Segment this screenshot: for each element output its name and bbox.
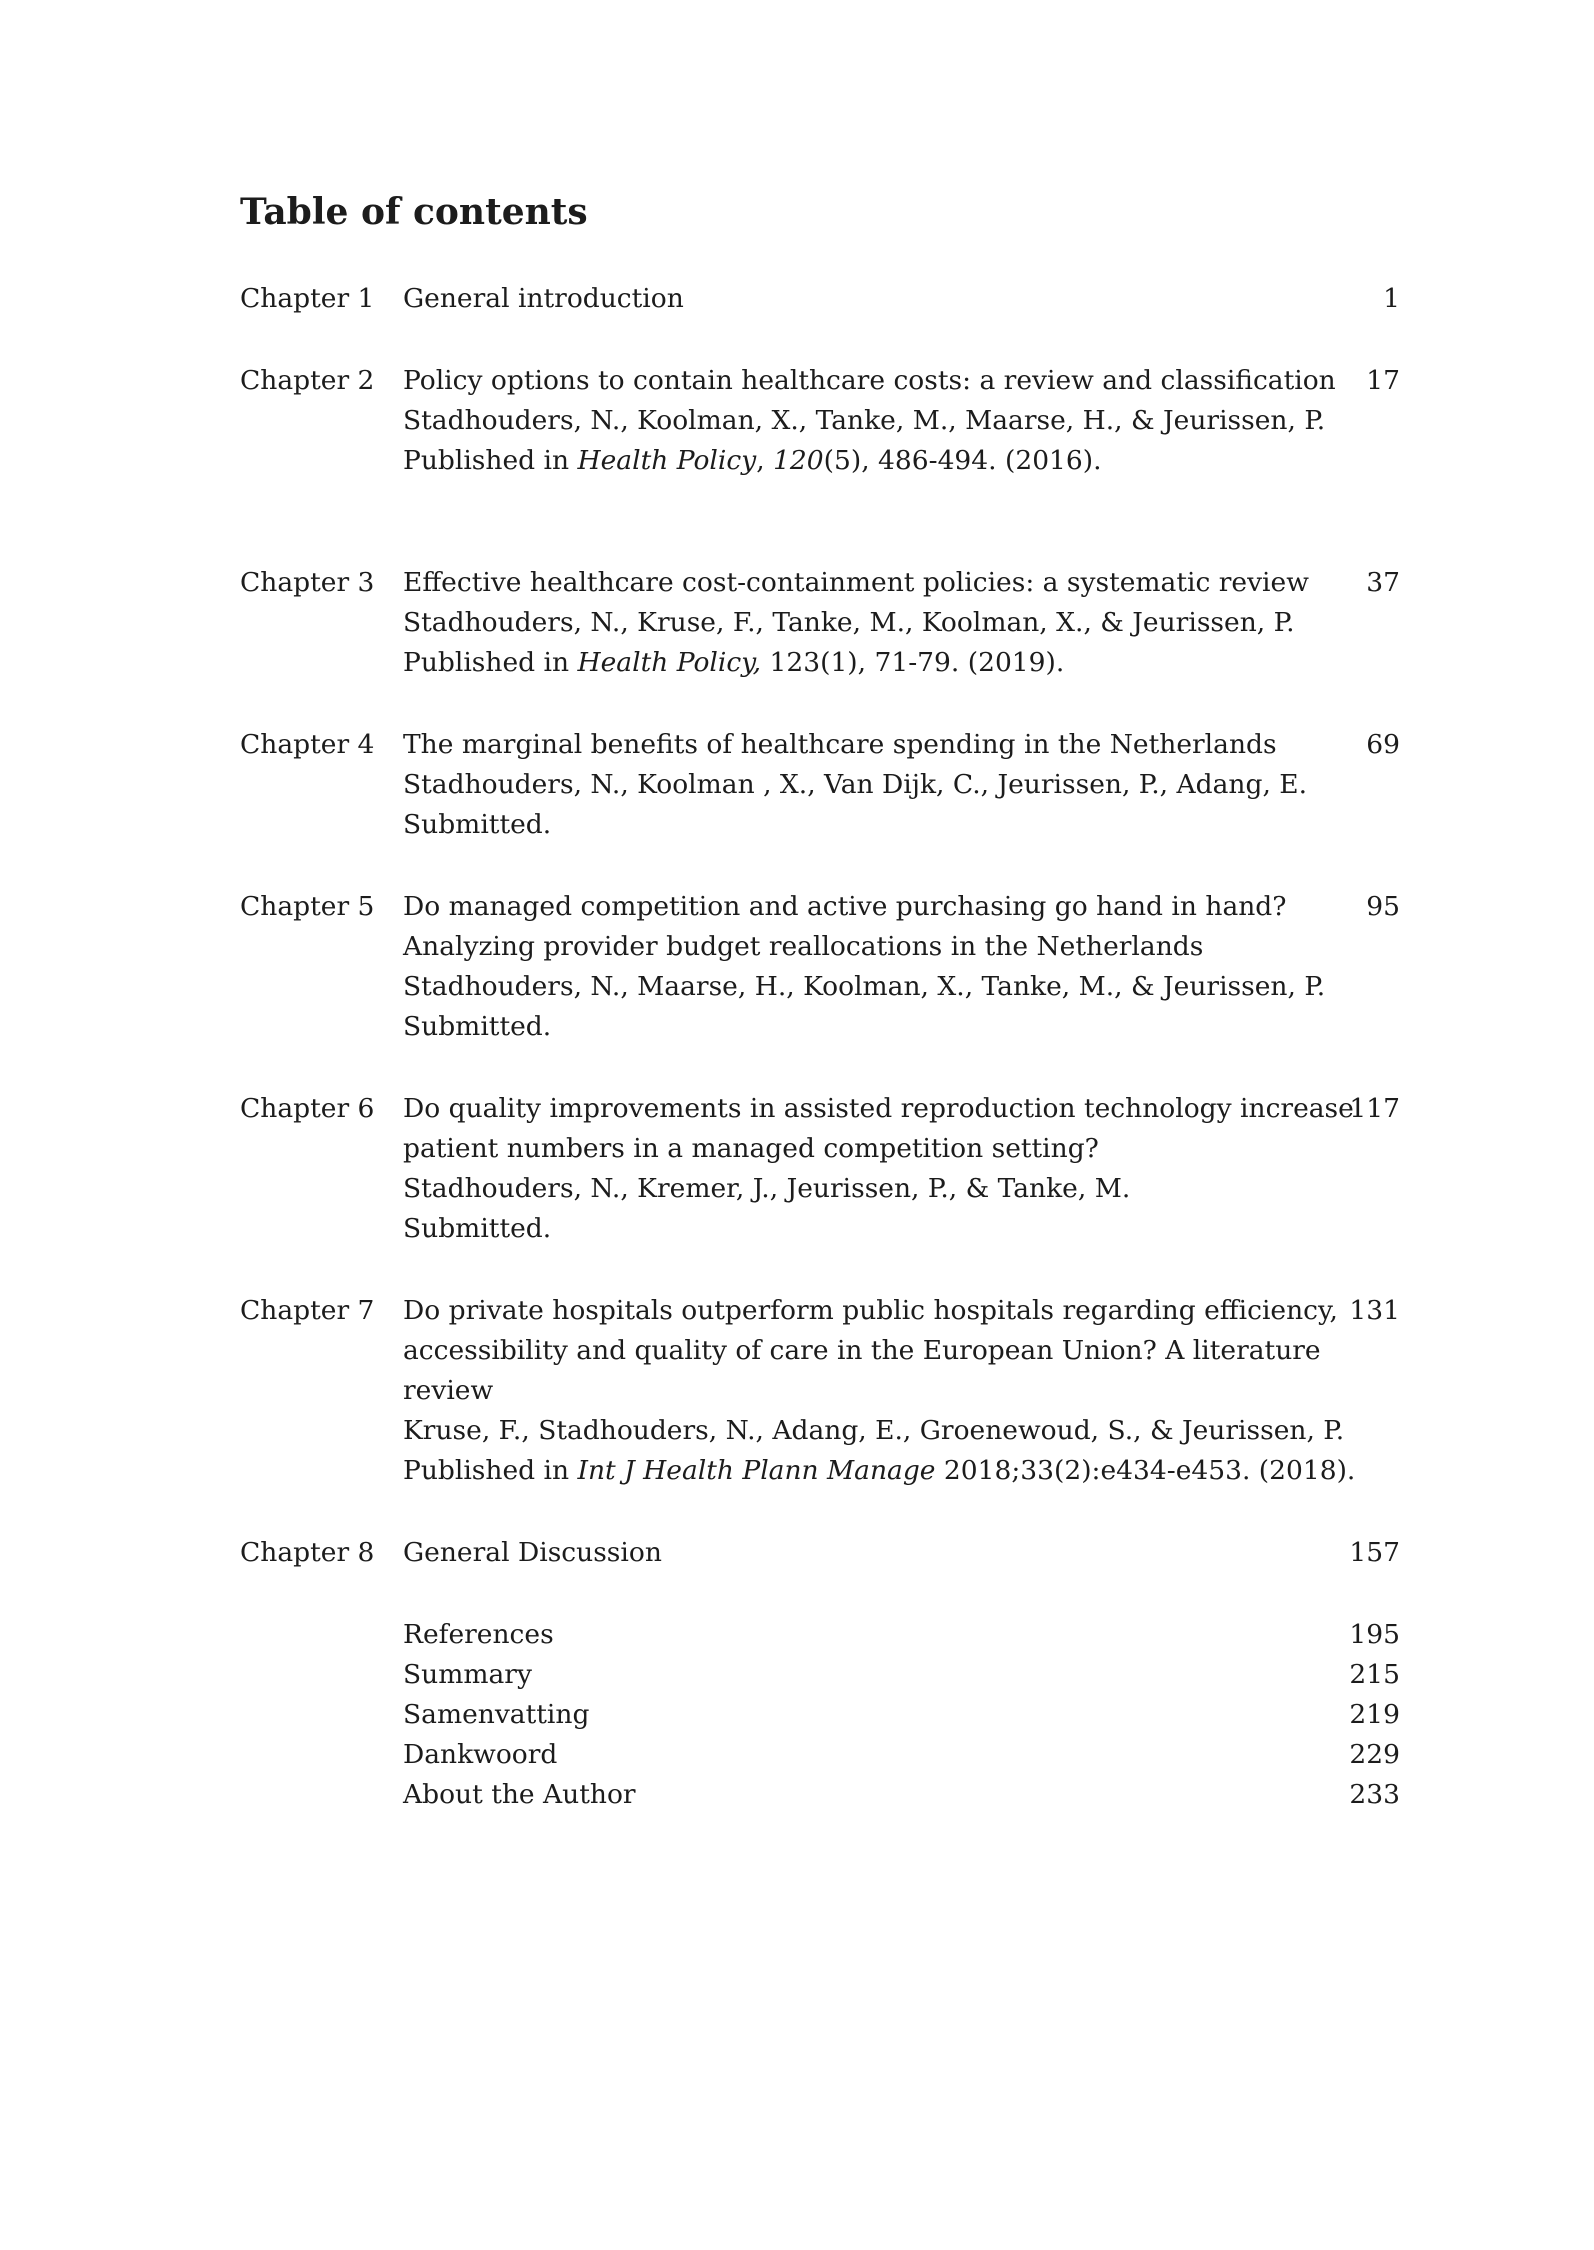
chapter-publication: Published in Int J Health Plann Manage 2018;33(2):e434-e453. (2018).: [403, 1455, 1356, 1486]
page-number: 17: [1366, 365, 1400, 396]
chapter-title-line: Do managed competition and active purchasing go hand in hand?: [403, 891, 1287, 922]
back-matter-title: About the Author: [403, 1779, 636, 1810]
chapter-label: Chapter 7: [240, 1295, 375, 1326]
chapter-title-line: Do private hospitals outperform public hospitals regarding efficiency,: [403, 1295, 1338, 1326]
journal-name: Health Policy,: [577, 647, 762, 678]
page-title: Table of contents: [240, 191, 588, 233]
chapter-title-line: patient numbers in a managed competition setting?: [403, 1133, 1099, 1164]
toc-entry-chapter-6: [240, 1089, 1400, 1249]
back-matter-title: Samenvatting: [403, 1699, 590, 1730]
journal-name: Int J Health Plann Manage: [577, 1455, 936, 1486]
back-matter-title: References: [403, 1619, 554, 1650]
toc-entry-chapter-2: [240, 361, 1400, 481]
page-number: 117: [1349, 1093, 1400, 1124]
back-matter-title: Summary: [403, 1659, 532, 1690]
chapter-title-line: review: [403, 1375, 494, 1406]
page-number: 157: [1349, 1537, 1400, 1568]
chapter-label: Chapter 1: [240, 283, 375, 314]
chapter-authors: Stadhouders, N., Koolman , X., Van Dijk, C., Jeurissen, P., Adang, E.: [403, 769, 1308, 800]
chapter-status: Submitted.: [403, 1011, 552, 1042]
chapter-label: Chapter 2: [240, 365, 375, 396]
page-number: 1: [1383, 283, 1400, 314]
page-number: 229: [1349, 1739, 1400, 1770]
page-number: 95: [1366, 891, 1400, 922]
toc-entry-samenvatting: [240, 1695, 1400, 1735]
chapter-label: Chapter 3: [240, 567, 375, 598]
toc-entry-chapter-7: [240, 1291, 1400, 1491]
journal-name: Health Policy: [577, 445, 757, 476]
page-number: 219: [1349, 1699, 1400, 1730]
toc-entry-chapter-3: [240, 563, 1400, 683]
chapter-authors: Stadhouders, N., Kremer, J., Jeurissen, P., & Tanke, M.: [403, 1173, 1131, 1204]
page-number: 215: [1349, 1659, 1400, 1690]
chapter-status: Submitted.: [403, 809, 552, 840]
chapter-label: Chapter 8: [240, 1537, 375, 1568]
chapter-authors: Kruse, F., Stadhouders, N., Adang, E., Groenewoud, S., & Jeurissen, P.: [403, 1415, 1345, 1446]
page-number: 131: [1349, 1295, 1400, 1326]
toc-entry-chapter-1: [240, 279, 1400, 319]
page-number: 233: [1349, 1779, 1400, 1810]
chapter-title-line: accessibility and quality of care in the European Union? A literature: [403, 1335, 1321, 1366]
page-number: 37: [1366, 567, 1400, 598]
chapter-authors: Stadhouders, N., Maarse, H., Koolman, X., Tanke, M., & Jeurissen, P.: [403, 971, 1326, 1002]
chapter-label: Chapter 5: [240, 891, 375, 922]
chapter-status: Submitted.: [403, 1213, 552, 1244]
chapter-title-line: Analyzing provider budget reallocations in the Netherlands: [403, 931, 1204, 962]
chapter-title: The marginal benefits of healthcare spending in the Netherlands: [403, 729, 1277, 760]
chapter-authors: Stadhouders, N., Kruse, F., Tanke, M., Koolman, X., & Jeurissen, P.: [403, 607, 1295, 638]
toc-entry-references: [240, 1615, 1400, 1655]
toc-entry-dankwoord: [240, 1735, 1400, 1775]
toc-entry-about-the-author: [240, 1775, 1400, 1815]
page-number: 69: [1366, 729, 1400, 760]
toc-entry-summary: [240, 1655, 1400, 1695]
chapter-authors: Stadhouders, N., Koolman, X., Tanke, M., Maarse, H., & Jeurissen, P.: [403, 405, 1326, 436]
chapter-title: General introduction: [403, 283, 684, 314]
back-matter-title: Dankwoord: [403, 1739, 558, 1770]
journal-volume: 120: [773, 445, 824, 476]
chapter-publication: Published in Health Policy, 120(5), 486-494. (2016).: [403, 445, 1102, 476]
chapter-publication: Published in Health Policy, 123(1), 71-79. (2019).: [403, 647, 1065, 678]
chapter-label: Chapter 6: [240, 1093, 375, 1124]
toc-entry-chapter-8: [240, 1533, 1400, 1573]
chapter-label: Chapter 4: [240, 729, 375, 760]
chapter-title: Effective healthcare cost-containment policies: a systematic review: [403, 567, 1309, 598]
page-number: 195: [1349, 1619, 1400, 1650]
table-of-contents: [240, 279, 1400, 1815]
chapter-title-line: Do quality improvements in assisted reproduction technology increase: [403, 1093, 1354, 1124]
toc-entry-chapter-5: [240, 887, 1400, 1047]
chapter-title: General Discussion: [403, 1537, 662, 1568]
toc-entry-chapter-4: [240, 725, 1400, 845]
chapter-title: Policy options to contain healthcare costs: a review and classification: [403, 365, 1336, 396]
